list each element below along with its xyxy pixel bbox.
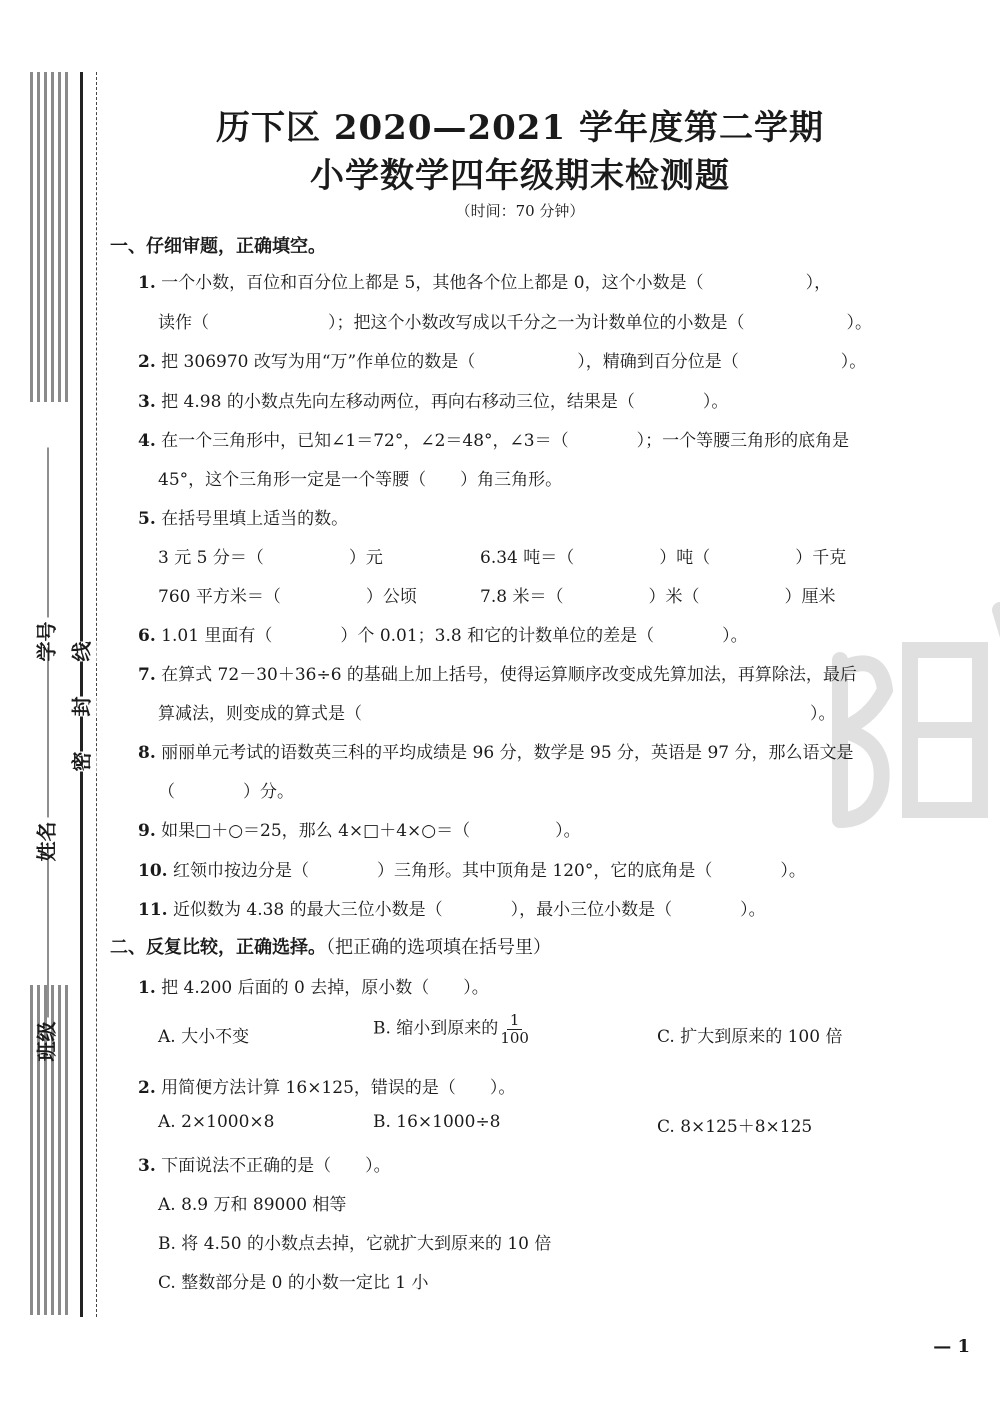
choice-2-option-c: C. 8×125＋8×125 [657,1117,813,1137]
question-1-line2: 读作（ ）；把这个小数改写成以千分之一为计数单位的小数是（ ）。 [158,313,872,333]
question-5-b: 6.34 吨＝（ ）吨（ ）千克 [480,548,847,568]
choice-1-option-a: A. 大小不变 [158,1027,250,1047]
section2-heading: 二、反复比较，正确选择。（把正确的选项填在括号里） [110,937,551,958]
choice-3-option-a: A. 8.9 万和 89000 相等 [158,1195,347,1215]
question-4-line2: 45°，这个三角形一定是一个等腰（ ）角三角形。 [158,470,563,490]
choice-3-option-b: B. 将 4.50 的小数点去掉，它就扩大到原来的 10 倍 [158,1234,552,1254]
section1-heading: 一、仔细审题，正确填空。 [110,236,326,257]
page-title-line2: 小学数学四年级期末检测题 [310,156,730,196]
seal-char-secret: 密 [64,752,97,772]
question-5-a: 3 元 5 分＝（ ）元 [158,548,383,568]
name-label: 姓名 [34,821,59,862]
student-id-label: 学号 [34,621,59,662]
question-6: 6. 1.01 里面有（ ）个 0.01；3.8 和它的计数单位的差是（ ）。 [138,626,748,646]
question-1-line1: 1. 一个小数，百位和百分位上都是 5，其他各个位上都是 0，这个小数是（ ）， [138,273,832,293]
question-2: 2. 把 306970 改写为用“万”作单位的数是（ ），精确到百分位是（ ）。 [138,352,867,372]
question-10: 10. 红领巾按边分是（ ）三角形。其中顶角是 120°，它的底角是（ ）。 [138,861,806,881]
choice-1-option-c: C. 扩大到原来的 100 倍 [657,1027,843,1047]
choice-question-2: 2. 用简便方法计算 16×125，错误的是（ ）。 [138,1078,516,1098]
question-5: 5. 在括号里填上适当的数。 [138,509,349,529]
question-11: 11. 近似数为 4.38 的最大三位小数是（ ），最小三位小数是（ ）。 [138,900,766,920]
page-title-line1: 历下区 2020—2021 学年度第二学期 [216,108,824,148]
choice-2-option-a: A. 2×1000×8 [158,1112,275,1132]
question-8-line2: （ ）分。 [158,782,294,802]
class-label: 班级 [34,1021,59,1062]
seal-char-line: 线 [64,642,97,662]
choice-question-3: 3. 下面说法不正确的是（ ）。 [138,1156,391,1176]
choice-1-option-b: B. 缩小到原来的 $\frac{1}{100}$ [373,1011,529,1047]
fraction-one-hundredth: $\frac{1}{100}$ [500,1011,529,1047]
choice-2-option-b: B. 16×1000÷8 [373,1112,501,1132]
choice-question-1: 1. 把 4.200 后面的 0 去掉，原小数（ ）。 [138,978,489,998]
name-field[interactable] [31,648,60,862]
page-number: — 1 [933,1336,970,1357]
binding-solid-line [80,72,83,1317]
question-4-line1: 4. 在一个三角形中，已知∠1＝72°，∠2＝48°，∠3＝（ ）；一个等腰三角形的底角是 [138,431,850,451]
question-5-c: 760 平方米＝（ ）公顷 [158,587,417,607]
time-note: （时间：70 分钟） [455,202,585,220]
binding-cut-line [96,72,97,1317]
question-7-line2: 算减法，则变成的算式是（ [158,704,362,724]
seal-char-seal: 封 [64,697,97,717]
question-7-line2-end: ）。 [810,704,836,724]
class-field[interactable] [31,848,60,1062]
student-id-field[interactable] [31,448,60,662]
question-8-line1: 8. 丽丽单元考试的语数英三科的平均成绩是 96 分，数学是 95 分，英语是 97 分，那么语文是 [138,743,854,763]
question-5-d: 7.8 米＝（ ）米（ ）厘米 [480,587,836,607]
question-3: 3. 把 4.98 的小数点先向左移动两位，再向右移动三位，结果是（ ）。 [138,392,729,412]
question-7-line1: 7. 在算式 72－30＋36÷6 的基础上加上括号，使得运算顺序改变成先算加法，再算除法，最后 [138,665,857,685]
choice-3-option-c: C. 整数部分是 0 的小数一定比 1 小 [158,1273,429,1293]
question-9: 9. 如果□＋○＝25，那么 4×□＋4×○＝（ ）。 [138,821,581,841]
